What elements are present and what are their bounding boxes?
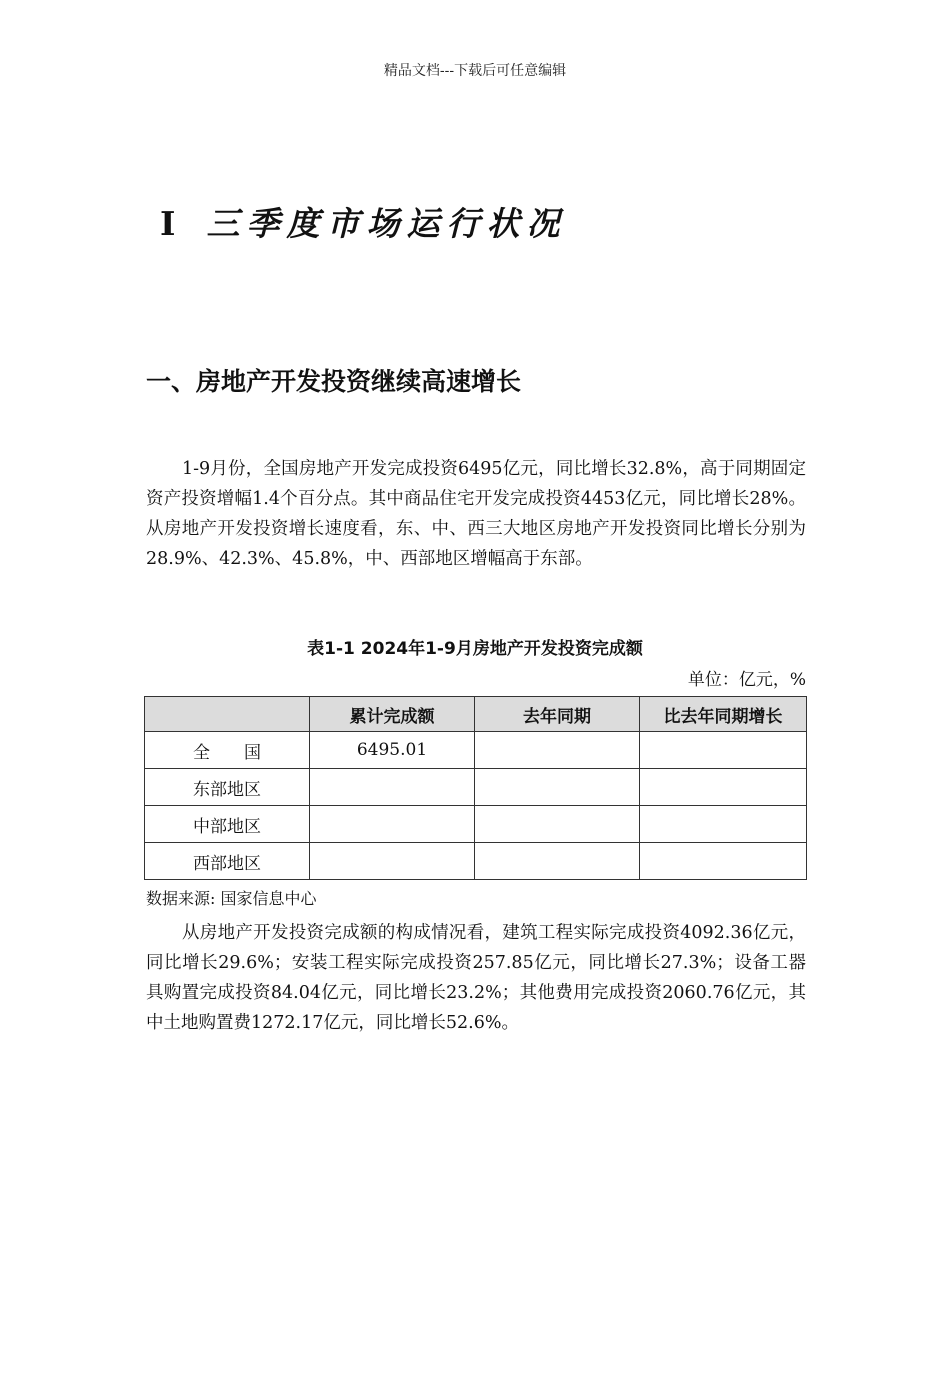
row-cumulative: [310, 806, 475, 843]
row-region: 西部地区: [145, 843, 310, 880]
row-growth: [640, 732, 807, 769]
table-header-growth: 比去年同期增长: [640, 697, 807, 732]
paragraph-investment-composition: 从房地产开发投资完成额的构成情况看，建筑工程实际完成投资4092.36亿元，同比增长29.6%；安装工程实际完成投资257.85亿元，同比增长27.3%；设备工器具购置完成投资84.04亿元，同比增长23.2%；其他费用完成投资2060.76亿元，其中土地购置费1272.17亿元，同比增长52.6%。: [146, 923, 806, 1033]
table-header-row: [145, 697, 807, 732]
row-region: 中部地区: [145, 806, 310, 843]
page-header-note: 精品文档---下载后可任意编辑: [383, 63, 567, 79]
row-region: 东部地区: [145, 769, 310, 806]
table-source-note: 数据来源: 国家信息中心: [146, 889, 317, 908]
investment-table: [144, 696, 807, 880]
row-growth: [640, 769, 807, 806]
chapter-title: [160, 198, 566, 245]
section-title: 一、房地产开发投资继续高速增长: [146, 367, 522, 396]
paragraph-investment-overview: 1-9月份，全国房地产开发完成投资6495亿元，同比增长32.8%，高于同期固定资产投资增幅1.4个百分点。其中商品住宅开发完成投资4453亿元，同比增长28%。从房地产开发投资增长速度看，东、中、西三大地区房地产开发投资同比增长分别为28.9%、42.3%、45.8%，中、西部地区增幅高于东部。: [146, 459, 806, 569]
row-cumulative: 6495.01: [310, 732, 475, 769]
table-row: [145, 732, 807, 769]
table-header-last-year: 去年同期: [475, 697, 640, 732]
row-last-year: [475, 843, 640, 880]
row-growth: [640, 806, 807, 843]
table-header-region: [145, 697, 310, 732]
row-cumulative: [310, 843, 475, 880]
table-unit: 单位：亿元，%: [687, 670, 806, 690]
row-cumulative: [310, 769, 475, 806]
row-last-year: [475, 806, 640, 843]
row-last-year: [475, 769, 640, 806]
table-caption: 表1-1 2024年1-9月房地产开发投资完成额: [307, 639, 643, 659]
row-region: 全 国: [145, 732, 310, 769]
row-last-year: [475, 732, 640, 769]
table-row: [145, 843, 807, 880]
table-row: [145, 806, 807, 843]
chapter-title-text: 三季度市场运行状况: [206, 204, 567, 243]
table-header-cumulative: 累计完成额: [310, 697, 475, 732]
table-row: [145, 769, 807, 806]
row-growth: [640, 843, 807, 880]
chapter-roman-numeral: Ⅰ: [160, 204, 183, 243]
